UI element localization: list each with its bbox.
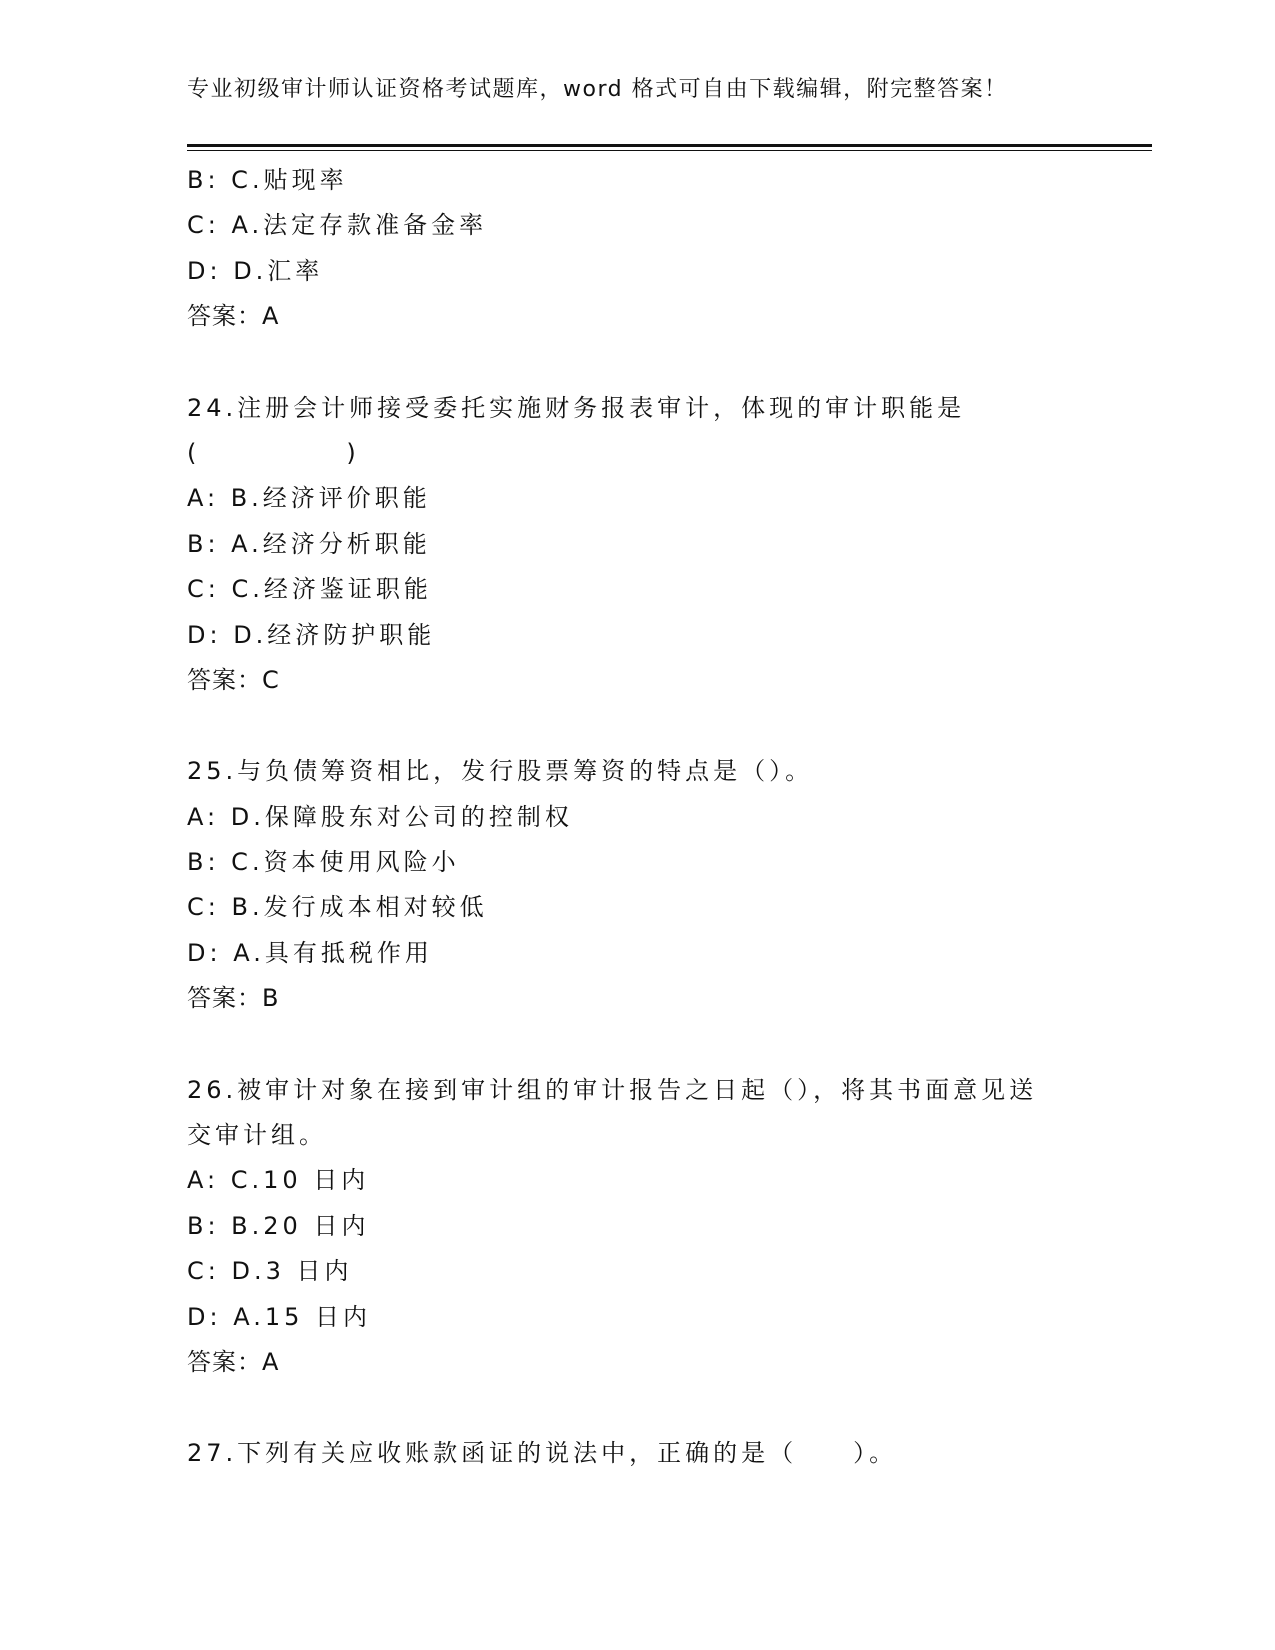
question-23-tail — [187, 158, 1152, 340]
answer-blank — [187, 431, 1152, 476]
question-26 — [187, 1068, 1152, 1386]
option-d: D: D.汇率 — [187, 256, 324, 285]
answer: 答案：B — [187, 984, 280, 1013]
option-c: C: C.经济鉴证职能 — [187, 575, 432, 604]
question-text: 24.注册会计师接受委托实施财务报表审计，体现的审计职能是 — [187, 393, 966, 422]
option-a: A: B.经济评价职能 — [187, 484, 431, 513]
option-a: A: D.保障股东对公司的控制权 — [187, 802, 573, 831]
option-d: D: A.15 日内 — [187, 1302, 371, 1331]
question-24 — [187, 386, 1152, 704]
header-rule-thin — [187, 150, 1152, 151]
paren-open: ( — [187, 438, 197, 467]
question-text: 27.下列有关应收账款函证的说法中，正确的是（ ）。 — [187, 1439, 898, 1468]
option-c: C: D.3 日内 — [187, 1257, 353, 1286]
option-d: D: A.具有抵税作用 — [187, 938, 433, 967]
option-b: B: C.贴现率 — [187, 166, 348, 194]
paren-close: ) — [346, 438, 356, 467]
option-c: C: B.发行成本相对较低 — [187, 893, 488, 922]
option-b: B: B.20 日内 — [187, 1211, 370, 1240]
document-header: 专业初级审计师认证资格考试题库，word 格式可自由下载编辑，附完整答案！ — [187, 77, 1008, 102]
option-d: D: D.经济防护职能 — [187, 620, 436, 649]
option-b: B: C.资本使用风险小 — [187, 848, 460, 877]
question-list — [187, 158, 1152, 1477]
option-a: A: C.10 日内 — [187, 1166, 370, 1195]
question-27 — [187, 1431, 1152, 1476]
answer: 答案：C — [187, 665, 280, 694]
answer: 答案：A — [187, 302, 280, 331]
header-rule-thick — [187, 144, 1152, 147]
question-text-line-1: 26.被审计对象在接到审计组的审计报告之日起（），将其书面意见送 — [187, 1075, 1038, 1104]
question-text: 25.与负债筹资相比，发行股票筹资的特点是（）。 — [187, 757, 814, 786]
option-b: B: A.经济分析职能 — [187, 529, 431, 558]
answer: 答案：A — [187, 1347, 280, 1376]
question-25 — [187, 749, 1152, 1021]
option-c: C: A.法定存款准备金率 — [187, 211, 488, 240]
question-text-line-2: 交审计组。 — [187, 1121, 327, 1150]
